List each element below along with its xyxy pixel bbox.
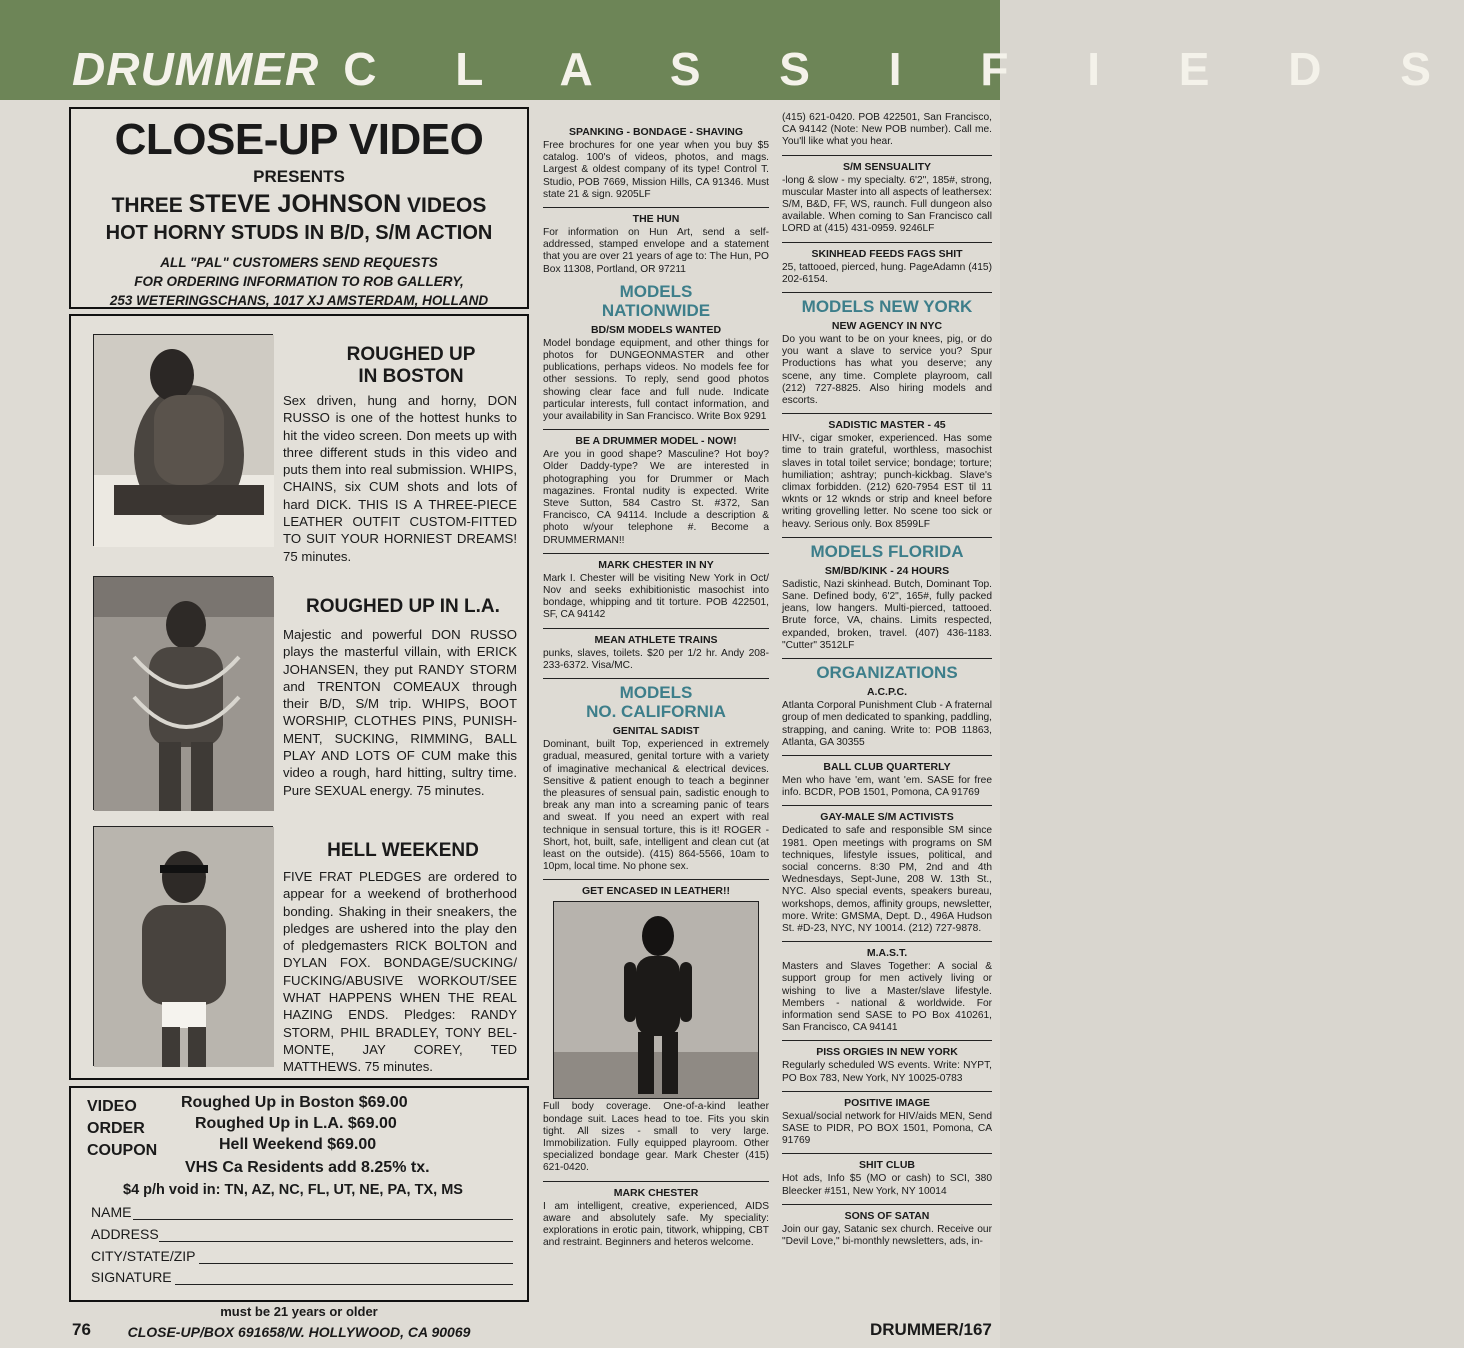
ad-mark-chester-title: MARK CHESTER bbox=[543, 1181, 769, 1199]
boston-title-1: ROUGHED UP bbox=[346, 344, 476, 365]
ad-hun-body: For information on Hun Art, send a self-addressed, stamped envelope and a statement that you are over 21 years of age to: The Hun, PO Box 11308, Portland, OR 97211 bbox=[543, 227, 769, 275]
coupon-ph: $4 p/h void in: TN, AZ, NC, FL, UT, NE, PA, TX, MS bbox=[123, 1182, 463, 1198]
page-number-left: 76 bbox=[72, 1320, 91, 1339]
coupon-item-hell: Hell Weekend $69.00 bbox=[219, 1136, 377, 1153]
hot-studs-line: HOT HORNY STUDS IN B/D, S/M ACTION bbox=[105, 222, 493, 244]
coupon-vhs: VHS Ca Residents add 8.25% tx. bbox=[185, 1159, 430, 1176]
coupon-address: CLOSE-UP/BOX 691658/W. HOLLYWOOD, CA 90069 bbox=[127, 1324, 471, 1340]
ad-sadistic-master-title: SADISTIC MASTER - 45 bbox=[782, 413, 992, 431]
hell-weekend-title-1: HELL WEEKEND bbox=[327, 840, 479, 861]
ad-mast bbox=[782, 941, 992, 1034]
city-field[interactable] bbox=[199, 1263, 513, 1264]
ad-positive-image-title: POSITIVE IMAGE bbox=[782, 1091, 992, 1109]
pal-notice bbox=[71, 253, 527, 310]
ad-piss-orgies-body: Regularly scheduled WS events. Write: NYPT, PO Box 783, New York, NY 10025-0783 bbox=[782, 1060, 992, 1084]
section-models-florida: MODELS FLORIDA bbox=[782, 537, 992, 561]
coupon-heading-2: ORDER bbox=[87, 1120, 145, 1137]
ad-bdsm-models bbox=[543, 324, 769, 423]
ad-gmsma bbox=[782, 805, 992, 935]
ad-sadistic-master-body: HIV-, cigar smoker, experienced. Has some time to train grateful, worthless, masochist slaves in total toilet service; bondage; torture; humiliation; ashtray; punch-kickbag. Slave's climax forbidden. (212) 620-7954 EST til 11 wknts or 12 wknds or strip and kneel before writing grovelling letter. No scene too sick or heavy. Serious only. Box 8599LF bbox=[782, 433, 992, 530]
ad-genital-sadist bbox=[543, 725, 769, 873]
coupon-item-boston: Roughed Up in Boston $69.00 bbox=[181, 1094, 408, 1111]
address-label: ADDRESS bbox=[91, 1226, 159, 1242]
ad-continued bbox=[782, 112, 992, 149]
three-videos-line bbox=[71, 190, 527, 219]
closeup-header-ad bbox=[69, 107, 529, 309]
ad-piss-orgies-title: PISS ORGIES IN NEW YORK bbox=[782, 1040, 992, 1058]
ad-positive-image bbox=[782, 1091, 992, 1148]
classified-column-2 bbox=[543, 110, 769, 1255]
ad-mast-body: Masters and Slaves Together: A social & support group for men actively living or wishing to live a Master/slave lifestyle. Members - national & worldwide. For information send SASE to PO Box 410261, San Francisco, CA 94141 bbox=[782, 961, 992, 1034]
city-label: CITY/STATE/ZIP bbox=[91, 1248, 196, 1264]
closeup-title: CLOSE-UP VIDEO bbox=[114, 115, 484, 164]
ad-skinhead-title: SKINHEAD FEEDS FAGS SHIT bbox=[782, 242, 992, 260]
ad-sm-sensuality bbox=[782, 155, 992, 236]
classified-column-3 bbox=[782, 110, 992, 1254]
coupon-heading bbox=[87, 1096, 157, 1162]
ad-encased-body: Full body coverage. One-of-a-kind leather bondage suit. Laces head to toe. Fits you skin tight. All sizes - small to very large. Immobilization. Fully equipped playroom. Other specialized bondage gear. Mark Chester (415) 621-0420. bbox=[543, 1101, 769, 1174]
video-hell-weekend bbox=[71, 826, 527, 1076]
hell-weekend-description: FIVE FRAT PLEDGES are ordered to appear for a weekend of brotherhood bonding. Shaking in their sneakers, the pledges are ushered into the play den of pledgemasters RICK BOLTON and DYLAN FOX. BONDAGE/SUCKING/ FUCKING/ABUSIVE WORKOUT/SEE WHAT HAPPENS WHEN THE REAL HAZING ENDS. Pledges: RANDY STORM, PHIL BRADLEY, TONY BEL-MONTE, JAY COREY, TED MATTHEWS. 75 minutes. bbox=[283, 869, 517, 1075]
ad-genital-sadist-body: Dominant, built Top, experienced in extremely gradual, measured, genital torture with a variety of imaginative mechanical & electrical devices. Sensitive & patient enough to teach a beginner the pleasures of sensual pain, sadistic enough to break any man into a screaming panic of tears and sweat. If you need an expert with real technique in sensual torture, this is it! ROGER - Short, hot, built, safe, intelligent and clean cut (at least on the outside). (415) 864-5566, 10am to 10pm, local time. No phone sex. bbox=[543, 739, 769, 873]
ad-genital-sadist-title: GENITAL SADIST bbox=[612, 725, 700, 738]
ad-bdsm-models-body: Model bondage equipment, and other things for photos for DUNGEONMASTER and other publications, perhaps videos. No models fee for other sessions. To reply, send good photos showing clear face and full nude. Indicate particular interests, full contact information, and your availability in San Francisco. Write Box 9291 bbox=[543, 337, 769, 423]
ad-smbdkink-title: SM/BD/KINK - 24 HOURS bbox=[824, 564, 950, 577]
section-nationwide: NATIONWIDE bbox=[601, 300, 711, 320]
ad-ball-club-title: BALL CLUB QUARTERLY bbox=[782, 755, 992, 773]
ad-new-agency-body: Do you want to be on your knees, pig, or do you want a slave to service you? Spur Productions has what you deserve; any scene, any time. Complete playroom, call (212) 727-8825. Also hiring models and escorts. bbox=[782, 334, 992, 407]
ad-mark-chester bbox=[543, 1181, 769, 1250]
ad-acpc-title: A.C.P.C. bbox=[866, 686, 908, 699]
classifieds-banner bbox=[0, 0, 1464, 100]
hell-weekend-photo bbox=[93, 826, 273, 1066]
video-boston bbox=[71, 316, 527, 564]
ad-spanking-title: SPANKING - BONDAGE - SHAVING bbox=[568, 126, 744, 138]
steve-johnson: STEVE JOHNSON bbox=[188, 190, 402, 218]
ad-skinhead bbox=[782, 242, 992, 286]
pal-line-2: FOR ORDERING INFORMATION TO ROB GALLERY, bbox=[134, 274, 464, 289]
ad-ball-club bbox=[782, 755, 992, 799]
ad-spanking-body: Free brochures for one year when you buy $5 catalog. 100's of videos, photos, and mags. Largest & oldest company of its type! Control T. Studio, POB 7669, Mission Hills, CA 91346. Must state 21 & sign. 9205LF bbox=[543, 140, 769, 200]
order-coupon bbox=[69, 1086, 529, 1302]
section-models-1: MODELS bbox=[619, 281, 693, 301]
three-pre: THREE bbox=[111, 194, 183, 217]
ad-continued-body: (415) 621-0420. POB 422501, San Francisco, CA 94142 (Note: New POB number). Call me. You'll like what you hear. bbox=[782, 112, 992, 148]
ad-chester-ny-body: Mark I. Chester will be visiting New York in Oct/ Nov and seeks exhibitionistic masochist into bondage, whipping and tit torture. POB 422501, SF, CA 94142 bbox=[543, 572, 769, 621]
presents-text: PRESENTS bbox=[253, 167, 345, 186]
address-field[interactable] bbox=[159, 1241, 513, 1242]
ad-mean-athlete-title: MEAN ATHLETE TRAINS bbox=[543, 628, 769, 646]
boston-description: Sex driven, hung and horny, DON RUSSO is one of the hottest hunks to hit the video screen. Don meets up with three different studs in this video and puts them into real submission. WHIPS, CHAINS, six CUM shots and lots of hard DICK. THIS IS A THREE-PIECE LEATHER OUTFIT CUSTOM-FITTED TO SUIT YOUR HORNIEST DREAMS! 75 minutes. bbox=[283, 393, 517, 564]
age-notice: must be 21 years or older bbox=[220, 1304, 378, 1319]
three-post: VIDEOS bbox=[407, 194, 487, 217]
la-photo bbox=[93, 576, 273, 810]
la-description: Majestic and powerful DON RUSSO plays the masterful villain, with ERICK JOHANSEN, they put RANDY STORM and TRENTON COMEAUX through their B/D, S/M trip. WHIPS, BOOT WORSHIP, CLOTHES PINS, PUNISH-MENT, SUCKING, RIMMING, BALL PLAY AND LOTS OF CUM make this video a rough, hard hitting, sultry time. Pure SEXUAL energy. 75 minutes. bbox=[283, 627, 517, 798]
pal-line-3: 253 WETERINGSCHANS, 1017 XJ AMSTERDAM, HOLLAND bbox=[109, 293, 489, 308]
section-organizations: ORGANIZATIONS bbox=[782, 658, 992, 682]
coupon-item-la: Roughed Up in L.A. $69.00 bbox=[195, 1115, 397, 1132]
ad-sons-of-satan-title: SONS OF SATAN bbox=[782, 1204, 992, 1222]
ad-bdsm-models-title: BD/SM MODELS WANTED bbox=[590, 323, 722, 336]
pal-line-1: ALL "PAL" CUSTOMERS SEND REQUESTS bbox=[160, 255, 438, 270]
signature-label: SIGNATURE bbox=[91, 1269, 172, 1285]
section-models-nationwide bbox=[543, 282, 769, 320]
ad-encased-leather bbox=[543, 879, 769, 1174]
ad-skinhead-body: 25, tattooed, pierced, hung. PageAdamn (415) 202-6154. bbox=[782, 261, 992, 285]
ad-chester-ny bbox=[543, 553, 769, 622]
ad-gmsma-title: GAY-MALE S/M ACTIVISTS bbox=[782, 805, 992, 823]
boston-photo bbox=[93, 334, 273, 546]
ad-mean-athlete-body: punks, slaves, toilets. $20 per 1/2 hr. Andy 208-233-6372. Visa/MC. bbox=[543, 647, 769, 671]
ad-encased-title: GET ENCASED IN LEATHER!! bbox=[543, 879, 769, 897]
ad-sm-sensuality-body: -long & slow - my specialty. 6'2", 185#, strong, muscular Master into all aspects of leathersex: S/M, B&D, FF, WS, raunch. Full dungeon also available. When coming to San Francisco call LORD at (415) 431-0959. 9246LF bbox=[782, 174, 992, 235]
section-models-no-cal bbox=[543, 678, 769, 721]
ad-sm-sensuality-title: S/M SENSUALITY bbox=[782, 155, 992, 173]
section-models-new-york: MODELS NEW YORK bbox=[782, 292, 992, 316]
ad-smbdkink-body: Sadistic, Nazi skinhead. Butch, Dominant Top. Sane. Defined body, 6'2", 165#, fully packed jeans, low hangers. Multi-pierced, tattooed. Brute force, VA, chains. Limits respected, expanded, broken, travel. (407) 436-1183. "Cutter" 3512LF bbox=[782, 578, 992, 651]
ad-ball-club-body: Men who have 'em, want 'em. SASE for free info. BCDR, POB 1501, Pomona, CA 91769 bbox=[782, 774, 992, 799]
ad-sons-of-satan-body: Join our gay, Satanic sex church. Receive our "Devil Love," bi-monthly newsletters, ads, in- bbox=[782, 1223, 992, 1247]
ad-mark-chester-body: I am intelligent, creative, experienced, AIDS aware and absolutely safe. My speciality: explorations in erotic pain, titwork, whipping, CBT and restraint. Beginners and heteros welcome. bbox=[543, 1200, 769, 1249]
videos-panel bbox=[69, 314, 529, 1080]
la-title-1: ROUGHED UP IN L.A. bbox=[306, 596, 500, 617]
ad-hun bbox=[543, 207, 769, 276]
ad-gmsma-body: Dedicated to safe and responsible SM since 1981. Open meetings with programs on SM techniques, lifestyle issues, political, and social concerns. 8:30 PM, 2nd and 4th Wednesdays, Sept-June, 208 W. 13th St., NYC. Also special events, speakers bureau, workshops, demos, affinity groups, newsletter, more. Write: GMSMA, Dept. D., 496A Hudson St. #D-23, NYC, NY 10014. (212) 727-9878. bbox=[782, 825, 992, 934]
video-la bbox=[71, 574, 527, 814]
boston-title-2: IN BOSTON bbox=[358, 366, 464, 387]
banner-title bbox=[72, 42, 1464, 96]
ad-mean-athlete bbox=[543, 628, 769, 672]
ad-shit-club-title: SHIT CLUB bbox=[782, 1153, 992, 1171]
ad-sons-of-satan bbox=[782, 1204, 992, 1248]
ad-piss-orgies bbox=[782, 1040, 992, 1084]
banner-drummer: DRUMMER bbox=[72, 43, 320, 95]
la-title bbox=[283, 596, 523, 618]
ad-drummer-model-title: BE A DRUMMER MODEL - NOW! bbox=[543, 429, 769, 447]
ad-spanking bbox=[543, 110, 769, 201]
hell-weekend-title bbox=[283, 840, 523, 862]
coupon-heading-1: VIDEO bbox=[87, 1098, 137, 1115]
ad-drummer-model bbox=[543, 429, 769, 547]
ad-acpc bbox=[782, 686, 992, 749]
ad-smbdkink bbox=[782, 565, 992, 652]
ad-new-agency-title: NEW AGENCY IN NYC bbox=[831, 320, 943, 333]
encased-photo bbox=[553, 901, 759, 1099]
ad-shit-club bbox=[782, 1153, 992, 1197]
banner-classifieds: C L A S S I F I E D S bbox=[343, 43, 1464, 95]
ad-acpc-body: Atlanta Corporal Punishment Club - A fraternal group of men dedicated to spanking, paddling, strapping, and caning. Write to: POB 11863, Atlanta, GA 30355 bbox=[782, 700, 992, 748]
ad-mast-title: M.A.S.T. bbox=[782, 941, 992, 959]
section-models-2: MODELS bbox=[619, 683, 693, 703]
coupon-heading-3: COUPON bbox=[87, 1142, 158, 1159]
boston-title bbox=[301, 344, 521, 388]
ad-sadistic-master bbox=[782, 413, 992, 531]
ad-drummer-model-body: Are you in good shape? Masculine? Hot boy? Older Daddy-type? We are interested in photographing you for Drummer or Mach magazines. Frontal nudity is expected. Write Steve Sutton, 584 Castro St. #372, San Francisco, CA 94114. Include a description & photo w/your telephone #. Become a DRUMMERMAN!! bbox=[543, 449, 769, 546]
ad-shit-club-body: Hot ads, Info $5 (MO or cash) to SCI, 380 Bleecker #151, New York, NY 10014 bbox=[782, 1173, 992, 1197]
section-no-california: NO. CALIFORNIA bbox=[586, 702, 726, 722]
name-label: NAME bbox=[91, 1204, 132, 1220]
name-field[interactable] bbox=[133, 1219, 513, 1220]
ad-new-agency bbox=[782, 320, 992, 407]
ad-hun-title: THE HUN bbox=[543, 207, 769, 225]
ad-chester-ny-title: MARK CHESTER IN NY bbox=[543, 553, 769, 571]
ad-positive-image-body: Sexual/social network for HIV/aids MEN, Send SASE to PIDR, PO BOX 1501, Pomona, CA 91769 bbox=[782, 1110, 992, 1147]
signature-field[interactable] bbox=[175, 1284, 513, 1285]
page-number-right: DRUMMER/167 bbox=[870, 1320, 992, 1339]
